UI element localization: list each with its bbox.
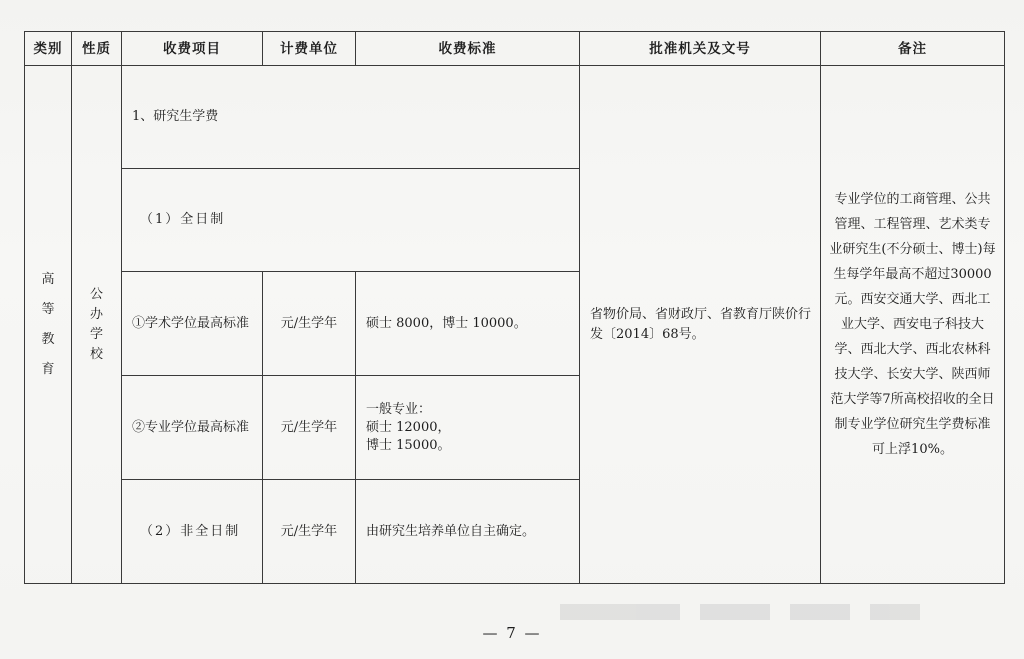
fee-table	[24, 31, 1005, 584]
bleed-through-row	[0, 600, 1024, 622]
nature-cell: 公 办 学 校	[72, 66, 122, 584]
unit-cell: 元/生学年	[263, 376, 356, 480]
standard-part-time: 由研究生培养单位自主确定。	[356, 480, 580, 584]
item-grad-tuition: 1、研究生学费	[122, 66, 580, 169]
item-part-time: （2）非全日制	[122, 480, 263, 584]
page-number: — 7 —	[482, 624, 542, 642]
table-row	[25, 66, 1005, 169]
header-category: 类别	[25, 32, 72, 66]
header-nature: 性质	[72, 32, 122, 66]
header-unit: 计费单位	[263, 32, 356, 66]
item-professional-degree: ②专业学位最高标准	[122, 376, 263, 480]
item-full-time: （1）全日制	[122, 169, 580, 272]
approval-cell: 省物价局、省财政厅、省教育厅陕价行发〔2014〕68号。	[580, 66, 821, 584]
standard-professional: 一般专业： 硕士 12000， 博士 15000。	[356, 376, 580, 480]
unit-cell: 元/生学年	[263, 272, 356, 376]
header-note: 备注	[821, 32, 1005, 66]
item-academic-degree: ①学术学位最高标准	[122, 272, 263, 376]
unit-cell: 元/生学年	[263, 480, 356, 584]
category-cell: 高 等 教 育	[25, 66, 72, 584]
header-item: 收费项目	[122, 32, 263, 66]
header-approval: 批准机关及文号	[580, 32, 821, 66]
table-header-row	[25, 32, 1005, 66]
header-standard: 收费标准	[356, 32, 580, 66]
standard-academic: 硕士 8000，博士 10000。	[356, 272, 580, 376]
note-cell: 专业学位的工商管理、公共管理、工程管理、艺术类专业研究生(不分硕士、博士)每生每学年最高不超过30000元。西安交通大学、西北工业大学、西安电子科技大学、西北大学、西北农林科技大学、长安大学、陕西师范大学等7所高校招收的全日制专业学位研究生学费标准可上浮10%。	[821, 66, 1005, 584]
